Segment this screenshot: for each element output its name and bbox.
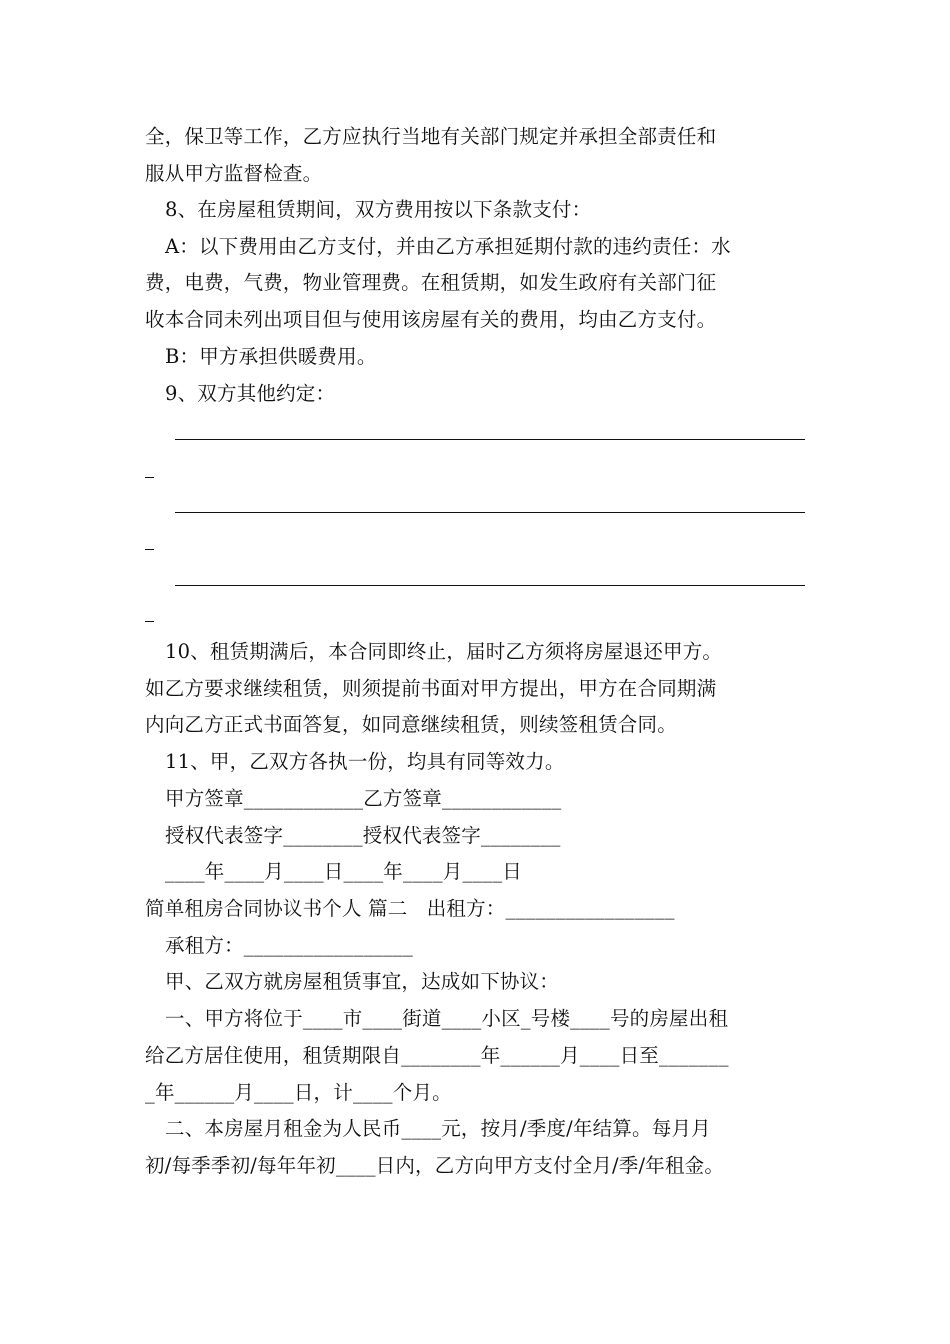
- text-line: 全，保卫等工作，乙方应执行当地有关部门规定并承担全部责任和: [145, 125, 717, 148]
- text-line: 内向乙方正式书面答复，如同意继续租赁，则续签租赁合同。: [145, 713, 677, 736]
- text-line: 收本合同未列出项目但与使用该房屋有关的费用，均由乙方支付。: [145, 308, 717, 331]
- clause-11-text: 11、甲，乙双方各执一份，均具有同等效力。: [165, 750, 565, 773]
- representative-signature-line: 授权代表签字________授权代表签字________: [165, 824, 561, 847]
- date-line: ____年____月____日____年____月____日: [165, 860, 522, 883]
- signature-line: 甲方签章____________乙方签章____________: [165, 787, 562, 810]
- text-line: 初/每季季初/每年年初____日内，乙方向甲方支付全月/季/年租金。: [145, 1154, 725, 1177]
- clause-8-heading: 8、在房屋租赁期间，双方费用按以下条款支付：: [165, 198, 592, 221]
- clause-9-heading: 9、双方其他约定：: [165, 382, 336, 405]
- article-1-text: 一、甲方将位于____市____街道____小区_号楼____号的房屋出租: [165, 1007, 729, 1030]
- text-line: 如乙方要求继续租赁，则须提前书面对甲方提出，甲方在合同期满: [145, 677, 717, 700]
- section-2-heading: 简单租房合同协议书个人 篇二 出租方：_________________: [145, 897, 675, 920]
- text-line: _年______月____日，计____个月。: [145, 1081, 452, 1104]
- blank-line-3: [175, 585, 805, 586]
- blank-line-1-wrap: [145, 477, 154, 478]
- text-line: 服从甲方监督检查。: [145, 162, 323, 185]
- text-line: 费，电费，气费，物业管理费。在租赁期，如发生政府有关部门征: [145, 271, 717, 294]
- text-line: 给乙方居住使用，租赁期限自________年______月____日至_______: [145, 1044, 729, 1067]
- tenant-line: 承租方：_________________: [165, 934, 413, 957]
- agreement-intro: 甲、乙双方就房屋租赁事宜，达成如下协议：: [165, 970, 560, 993]
- blank-line-1: [175, 439, 805, 440]
- blank-line-3-wrap: [145, 621, 154, 622]
- clause-8b-text: B：甲方承担供暖费用。: [165, 345, 377, 368]
- article-2-text: 二、本房屋月租金为人民币____元，按月/季度/年结算。每月月: [165, 1117, 711, 1140]
- blank-line-2-wrap: [145, 549, 154, 550]
- clause-8a-text: A：以下费用由乙方支付，并由乙方承担延期付款的违约责任：水: [165, 235, 731, 258]
- clause-10-text: 10、租赁期满后，本合同即终止，届时乙方须将房屋退还甲方。: [165, 640, 723, 663]
- blank-line-2: [175, 512, 805, 513]
